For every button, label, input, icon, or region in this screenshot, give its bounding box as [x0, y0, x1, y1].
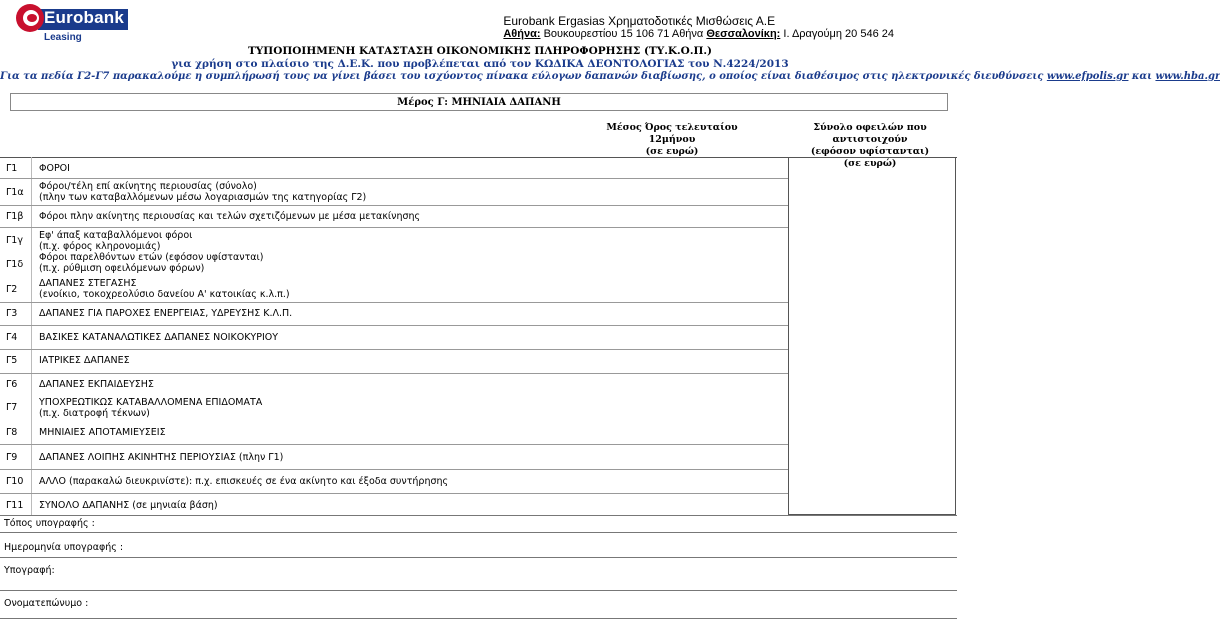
- row-code: Γ11: [6, 500, 24, 511]
- thessaloniki-address: Ι. Δραγούμη 20 546 24: [780, 28, 894, 40]
- row-description: ΒΑΣΙΚΕΣ ΚΑΤΑΝΑΛΩΤΙΚΕΣ ΔΑΠΑΝΕΣ ΝΟΙΚΟΚΥΡΙΟΥ: [39, 332, 279, 343]
- table-row: [0, 249, 788, 276]
- table-row: [0, 178, 788, 206]
- row-code: Γ9: [6, 452, 18, 463]
- company-address: [503, 28, 894, 41]
- row-description: Φόροι παρελθόντων ετών (εφόσον υφίστανται): [39, 252, 264, 263]
- part-header: [10, 93, 948, 111]
- table-row: [0, 395, 788, 420]
- row-code: Γ8: [6, 427, 18, 438]
- owed-header-line2: (εφόσον υφίστανται): [810, 146, 930, 157]
- table-row: [0, 469, 788, 494]
- footer-divider: [0, 515, 957, 516]
- row-description: Φόροι/τέλη επί ακίνητης περιουσίας (σύνολο): [39, 181, 257, 192]
- form-subtitle: για χρήση στο πλαίσιο της Δ.Ε.Κ. που προβλέπεται από τον ΚΩΔΙΚΑ ΔΕΟΝΤΟΛΟΓΙΑΣ του Ν.4224/2013: [171, 58, 789, 70]
- row-description: ΔΑΠΑΝΕΣ ΓΙΑ ΠΑΡΟΧΕΣ ΕΝΕΡΓΕΙΑΣ, ΥΔΡΕΥΣΗΣ Κ.Λ.Π.: [39, 308, 293, 319]
- footer-divider: [0, 557, 957, 558]
- row-code: Γ3: [6, 308, 18, 319]
- average-header-line1: Μέσος Όρος τελευταίου 12μήνου: [606, 122, 738, 145]
- table-row: [0, 276, 788, 303]
- thessaloniki-label: Θεσσαλονίκη:: [706, 28, 781, 40]
- row-description: ΑΛΛΟ (παρακαλώ διευκρινίστε): π.χ. επισκευές σε ένα ακίνητο και έξοδα συντήρησης: [39, 476, 449, 487]
- row-description: ΔΑΠΑΝΕΣ ΣΤΕΓΑΣΗΣ: [39, 278, 137, 289]
- row-description: ΔΑΠΑΝΕΣ ΕΚΠΑΙΔΕΥΣΗΣ: [39, 379, 154, 390]
- athens-address: Βουκουρεστίου 15 106 71 Αθήνα: [540, 28, 707, 40]
- row-description: ΙΑΤΡΙΚΕΣ ΔΑΠΑΝΕΣ: [39, 355, 130, 366]
- row-code: Γ6: [6, 379, 18, 390]
- average-header-line2: (σε ευρώ): [645, 146, 699, 157]
- company-info: [503, 15, 894, 41]
- table-row: [0, 373, 788, 395]
- logo-text: Eurobank: [44, 8, 125, 27]
- row-code: Γ5: [6, 355, 18, 366]
- footer-divider: [0, 532, 957, 533]
- signature-place-label: Τόπος υπογραφής :: [4, 518, 95, 529]
- fullname-label: Ονοματεπώνυμο :: [4, 598, 89, 609]
- table-row: [0, 227, 788, 252]
- row-description: Φόροι πλην ακίνητης περιουσίας και τελών σχετιζόμενων με μέσα μετακίνησης: [39, 211, 421, 222]
- row-code: Γ1δ: [6, 259, 24, 270]
- table-row: [0, 205, 788, 228]
- row-description-note: (πλην των καταβαλλόμενων μέσω λογαριασμών της κατηγορίας Γ2): [39, 192, 367, 203]
- link-efpolis[interactable]: www.efpolis.gr: [1046, 71, 1129, 82]
- form-instructions: [0, 71, 1220, 82]
- row-code: Γ7: [6, 402, 18, 413]
- row-code: Γ1α: [6, 187, 24, 198]
- row-description: ΔΑΠΑΝΕΣ ΛΟΙΠΗΣ ΑΚΙΝΗΤΗΣ ΠΕΡΙΟΥΣΙΑΣ (πλην Γ1): [39, 452, 284, 463]
- owed-values-column[interactable]: [788, 157, 956, 515]
- table-row: [0, 325, 788, 350]
- row-description: Εφ' άπαξ καταβαλλόμενοι φόροι: [39, 230, 193, 241]
- row-code: Γ1β: [6, 211, 24, 222]
- form-title: ΤΥΠΟΠΟΙΗΜΕΝΗ ΚΑΤΑΣΤΑΣΗ ΟΙΚΟΝΟΜΙΚΗΣ ΠΛΗΡΟΦΟΡΗΣΗΣ (ΤΥ.Κ.Ο.Π.): [247, 45, 713, 57]
- owed-header-line3: (σε ευρώ): [843, 158, 897, 169]
- row-description: ΜΗΝΙΑΙΕΣ ΑΠΟΤΑΜΙΕΥΣΕΙΣ: [39, 427, 166, 438]
- footer-divider: [0, 618, 957, 619]
- company-name: Eurobank Ergasias Χρηματοδοτικές Μισθώσεις Α.Ε: [503, 14, 776, 28]
- table-row: [0, 158, 788, 179]
- row-code: Γ1γ: [6, 235, 23, 246]
- athens-label: Αθήνα:: [503, 28, 541, 40]
- link-hba[interactable]: www.hba.gr: [1155, 71, 1220, 82]
- logo-swirl-icon: [16, 4, 44, 32]
- row-code: Γ4: [6, 332, 18, 343]
- row-description: ΦΟΡΟΙ: [39, 163, 70, 174]
- row-code: Γ1: [6, 163, 18, 174]
- row-description: ΣΥΝΟΛΟ ΔΑΠΑΝΗΣ (σε μηνιαία βάση): [39, 500, 218, 511]
- eurobank-logo: [16, 4, 128, 44]
- link-separator: και: [1128, 71, 1156, 82]
- signature-date-label: Ημερομηνία υπογραφής :: [4, 542, 124, 553]
- table-row: [0, 444, 788, 470]
- table-row: [0, 493, 788, 515]
- table-row: [0, 420, 788, 445]
- column-header-average: [590, 122, 754, 158]
- instructions-text: Για τα πεδία Γ2-Γ7 παρακαλούμε η συμπλήρωσή τους να γίνει βάσει του ισχύοντος πίνακα εύλογων δαπανών διαβίωσης, ο οποίος είναι διαθέσιμος στις ηλεκτρονικές διευθύνσεις: [0, 71, 1047, 82]
- row-description-note: (π.χ. ρύθμιση οφειλόμενων φόρων): [39, 263, 205, 274]
- table-row: [0, 302, 788, 326]
- row-code: Γ10: [6, 476, 24, 487]
- part-title: Μέρος Γ: ΜΗΝΙΑΙΑ ΔΑΠΑΝΗ: [397, 97, 561, 108]
- row-description-note: (π.χ. διατροφή τέκνων): [39, 408, 150, 419]
- row-description-note: (π.χ. φόρος κληρονομιάς): [39, 241, 161, 252]
- footer-divider: [0, 590, 957, 591]
- logo-subtitle: Leasing: [44, 32, 82, 43]
- table-row: [0, 349, 788, 374]
- row-description: ΥΠΟΧΡΕΩΤΙΚΩΣ ΚΑΤΑΒΑΛΛΟΜΕΝΑ ΕΠΙΔΟΜΑΤΑ: [39, 397, 263, 408]
- owed-header-line1: Σύνολο οφειλών που αντιστοιχούν: [813, 122, 927, 145]
- row-code: Γ2: [6, 284, 18, 295]
- row-description-note: (ενοίκιο, τοκοχρεολύσιο δανείου Α' κατοικίας κ.λ.π.): [39, 289, 290, 300]
- signature-label: Υπογραφή:: [4, 565, 55, 576]
